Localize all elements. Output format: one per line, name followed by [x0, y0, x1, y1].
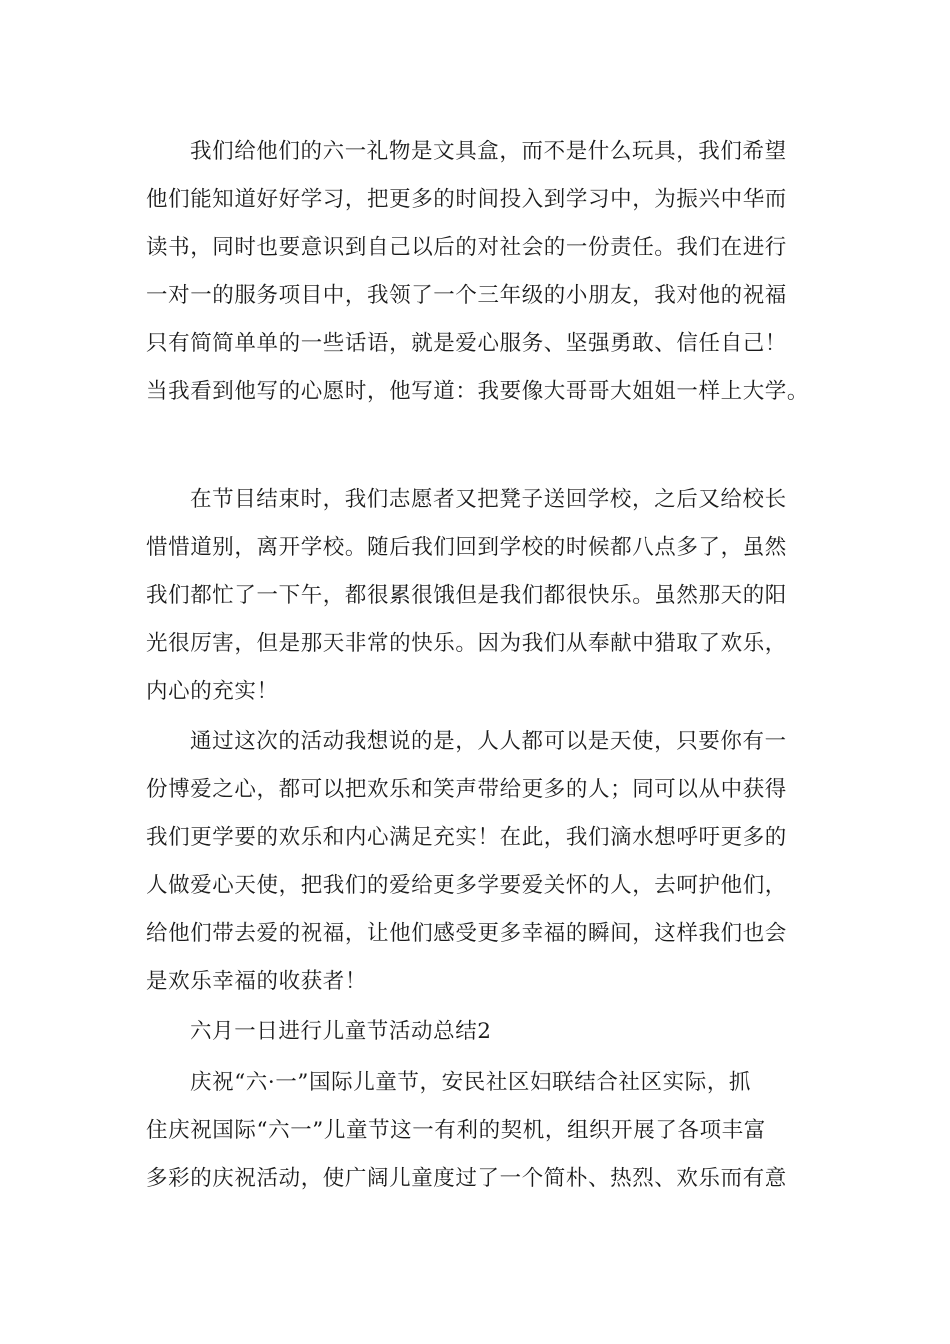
text-line: 惜惜道别，离开学校。随后我们回到学校的时候都八点多了，虽然	[146, 535, 787, 560]
text-line: 光很厉害，但是那天非常的快乐。因为我们从奉献中猎取了欢乐，	[146, 631, 787, 656]
text-line: 读书，同时也要意识到自己以后的对社会的一份责任。我们在进行	[146, 235, 787, 260]
text-line: 内心的充实！	[146, 679, 279, 704]
text-line: 住庆祝国际“六一”儿童节这一有利的契机，组织开展了各项丰富	[146, 1118, 766, 1143]
text-line: 份博爱之心，都可以把欢乐和笑声带给更多的人；同可以从中获得	[146, 777, 787, 802]
text-line: 在节目结束时，我们志愿者又把凳子送回学校，之后又给校长	[190, 487, 787, 512]
section-title: 六月一日进行儿童节活动总结2	[190, 1019, 492, 1044]
text-line: 他们能知道好好学习，把更多的时间投入到学习中，为振兴中华而	[146, 187, 787, 212]
text-line: 给他们带去爱的祝福，让他们感受更多幸福的瞬间，这样我们也会	[146, 921, 787, 946]
text-line: 当我看到他写的心愿时，他写道：我要像大哥哥大姐姐一样上大学。	[146, 379, 810, 404]
text-line: 多彩的庆祝活动，使广阔儿童度过了一个简朴、热烈、欢乐而有意	[146, 1166, 787, 1191]
text-line: 我们都忙了一下午，都很累很饿但是我们都很快乐。虽然那天的阳	[146, 583, 787, 608]
text-line: 我们更学要的欢乐和内心满足充实！在此，我们滴水想呼吁更多的	[146, 825, 787, 850]
text-line: 通过这次的活动我想说的是，人人都可以是天使，只要你有一	[190, 729, 787, 754]
text-line: 庆祝“六·一”国际儿童节，安民社区妇联结合社区实际，抓	[190, 1070, 752, 1095]
text-line: 一对一的服务项目中，我领了一个三年级的小朋友，我对他的祝福	[146, 283, 787, 308]
text-line: 人做爱心天使，把我们的爱给更多学要爱关怀的人，去呵护他们，	[146, 873, 787, 898]
text-line: 我们给他们的六一礼物是文具盒，而不是什么玩具，我们希望	[190, 139, 787, 164]
text-line: 是欢乐幸福的收获者！	[146, 969, 368, 994]
text-line: 只有简简单单的一些话语，就是爱心服务、坚强勇敢、信任自己！	[146, 331, 787, 356]
